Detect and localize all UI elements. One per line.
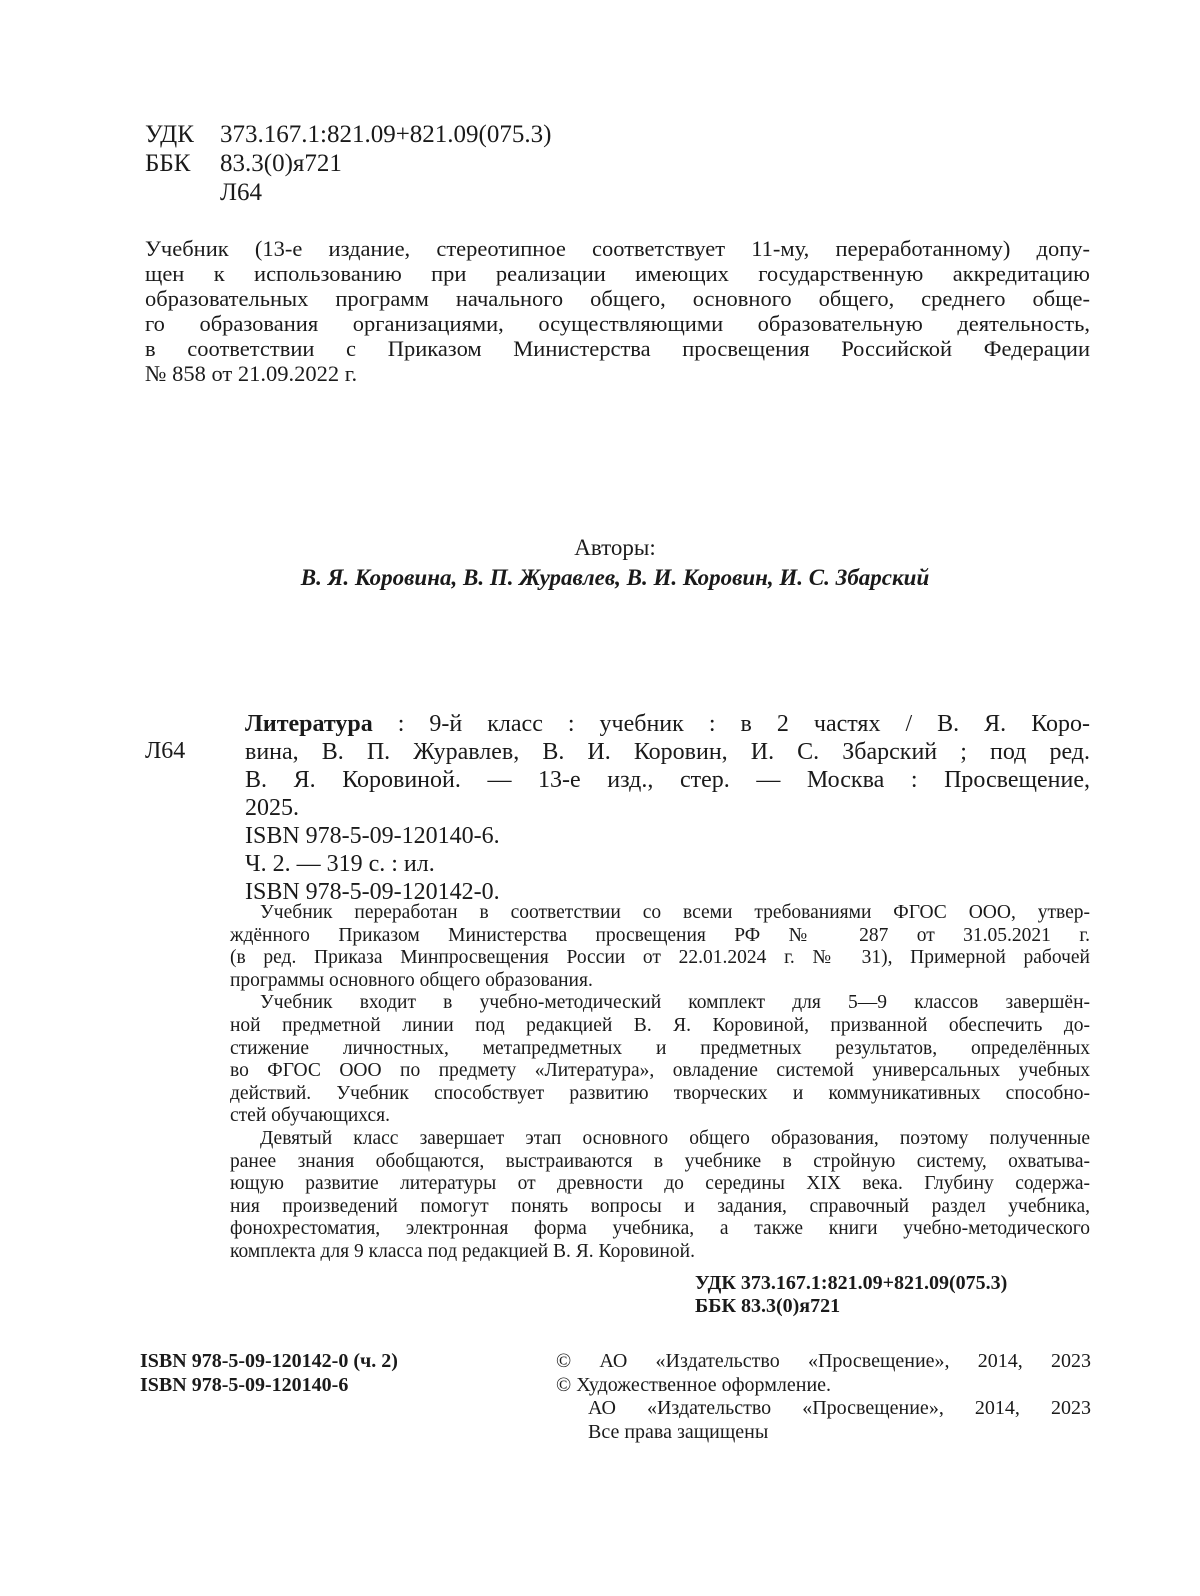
approval-line: № 858 от 21.09.2022 г. (145, 361, 358, 386)
author-sign: Л64 (220, 179, 262, 206)
annotation-line: ной предметной линии под редакцией В. Я. Коровиной, призванной обеспечить до- (230, 1014, 1090, 1036)
annotation-line: во ФГОС ООО по предмету «Литература», овладение системой универсальных учебных (230, 1060, 1090, 1082)
isbn-part: ISBN 978-5-09-120142-0. (245, 879, 500, 905)
annotation (230, 902, 1090, 1264)
copyright-line: Все права защищены (588, 1420, 769, 1443)
annotation-line: ющую развитие литературы от древности до середины XIX века. Глубину содержа- (230, 1173, 1090, 1195)
copyright-line: © Художественное оформление. (556, 1373, 832, 1396)
classification-codes (145, 120, 551, 207)
approval-line: образовательных программ начального общего, основного общего, среднего обще- (145, 286, 1090, 311)
footer-classification-codes (695, 1272, 1007, 1318)
udk-label: УДК (145, 121, 194, 148)
annotation-line: стижение личностных, метапредметных и предметных результатов, определённых (230, 1037, 1090, 1059)
isbn-line: ISBN 978-5-09-120142-0 (ч. 2) (140, 1350, 398, 1372)
annotation-paragraph (230, 902, 1090, 992)
annotation-line: действий. Учебник способствует развитию творческих и коммуникативных способно- (230, 1082, 1090, 1104)
book-title: Литература (245, 711, 373, 737)
annotation-paragraph (230, 992, 1090, 1128)
isbn-list (140, 1350, 398, 1397)
catalog-author-sign: Л64 (145, 738, 186, 764)
approval-paragraph (145, 236, 1090, 386)
copyright-line: АО «Издательство «Просвещение», 2014, 2023 (588, 1397, 1091, 1419)
authors-names: В. Я. Коровина, В. П. Журавлев, В. И. Коровин, И. С. Збарский (300, 565, 930, 590)
annotation-line: ждённого Приказом Министерства просвещения РФ № 287 от 31.05.2021 г. (230, 924, 1090, 946)
annotation-line: Девятый класс завершает этап основного общего образования, поэтому полученные (260, 1127, 1090, 1149)
annotation-line: ния произведений помогут понять вопросы и задания, справочный раздел учебника, (230, 1195, 1090, 1217)
copyright-line: © АО «Издательство «Просвещение», 2014, 2023 (556, 1350, 1091, 1372)
approval-line: Учебник (13-е издание, стереотипное соответствует 11-му, переработанному) допу- (145, 236, 1090, 261)
copyright-notice (556, 1350, 1091, 1444)
bib-line: Литература : 9-й класс : учебник : в 2 частях / В. Я. Коро- (245, 711, 1090, 737)
annotation-line: ранее знания обобщаются, выстраиваются в учебнике в стройную систему, охватыва- (230, 1150, 1090, 1172)
annotation-line: Учебник переработан в соответствии со всеми требованиями ФГОС ООО, утвер- (260, 902, 1090, 923)
approval-line: го образования организациями, осуществляющими образовательную деятельность, (145, 311, 1090, 336)
bbk-label: ББК (145, 150, 191, 177)
annotation-line: фонохрестоматия, электронная форма учебника, а также книги учебно-методического (230, 1218, 1090, 1240)
approval-line: щен к использованию при реализации имеющих государственную аккредитацию (145, 261, 1090, 286)
bib-line: В. Я. Коровиной. — 13-е изд., стер. — Москва : Просвещение, (245, 767, 1090, 793)
authors-label: Авторы: (574, 535, 656, 560)
footer-bbk: ББК 83.3(0)я721 (695, 1295, 841, 1317)
udk-value: 373.167.1:821.09+821.09(075.3) (220, 121, 552, 148)
isbn-set: ISBN 978-5-09-120140-6. (245, 823, 500, 849)
annotation-line: программы основного общего образования. (230, 969, 593, 991)
bib-line: вина, В. П. Журавлев, В. И. Коровин, И. С. Збарский ; под ред. (245, 739, 1090, 765)
annotation-paragraph (230, 1128, 1090, 1264)
bbk-value: 83.3(0)я721 (220, 150, 342, 177)
annotation-line: Учебник входит в учебно-методический комплект для 5—9 классов завершён- (260, 992, 1090, 1014)
isbn-line: ISBN 978-5-09-120140-6 (140, 1373, 349, 1396)
bibliographic-record (245, 710, 1090, 906)
footer-udk: УДК 373.167.1:821.09+821.09(075.3) (695, 1272, 1008, 1294)
annotation-line: стей обучающихся. (230, 1105, 390, 1127)
annotation-line: комплекта для 9 класса под редакцией В. Я. Коровиной. (230, 1240, 695, 1262)
bib-line: 2025. (245, 795, 299, 821)
annotation-line: (в ред. Приказа Минпросвещения России от 22.01.2024 г. № 31), Примерной рабочей (230, 947, 1090, 969)
approval-line: в соответствии с Приказом Министерства просвещения Российской Федерации (145, 336, 1090, 361)
part-info: Ч. 2. — 319 с. : ил. (245, 851, 435, 877)
